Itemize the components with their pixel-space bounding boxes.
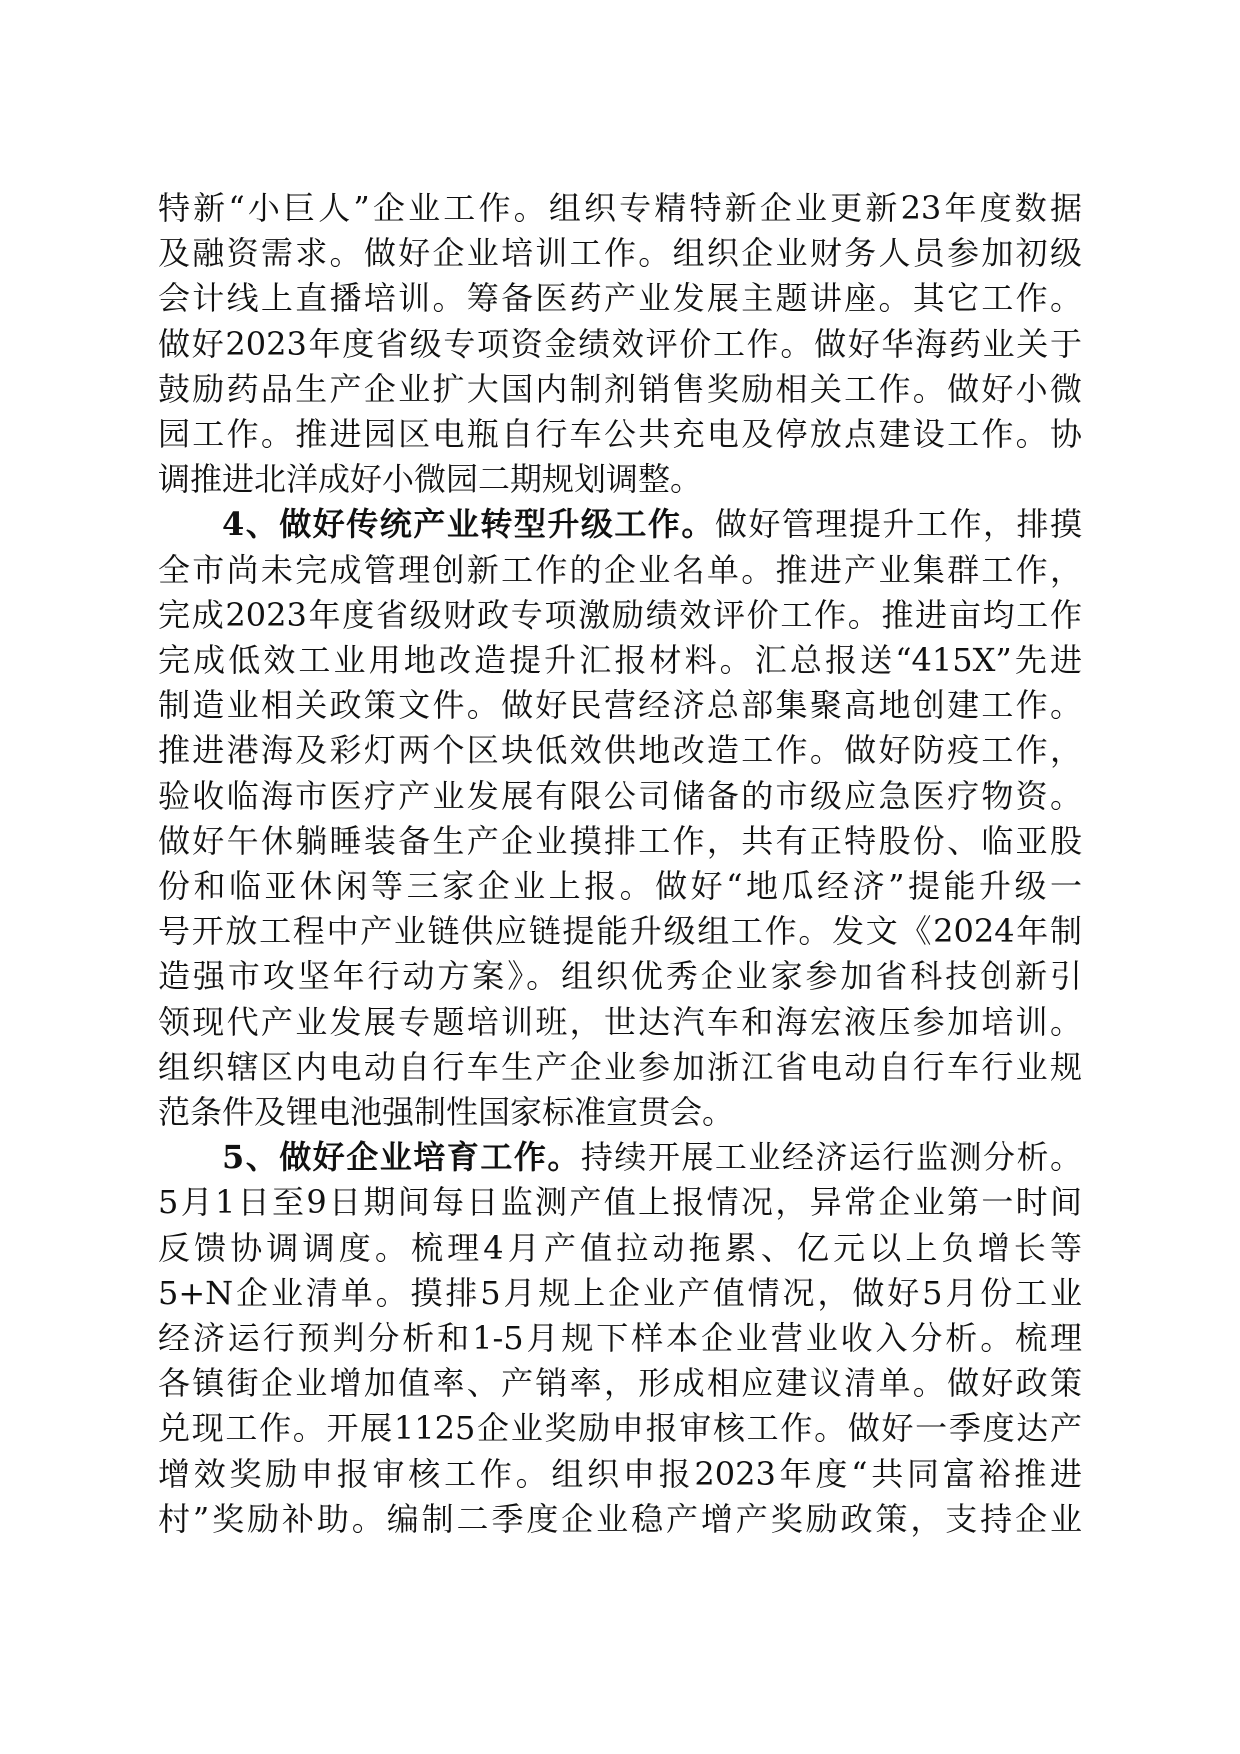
body-text: 范条件及锂电池强制性国家标准宣贯会。 — [158, 1093, 735, 1131]
text-line — [158, 683, 1082, 727]
body-text: 调推进北洋成好小微园二期规划调整。 — [158, 460, 703, 498]
text-line — [158, 1180, 1082, 1224]
text-line — [158, 1361, 1082, 1405]
section-heading: 4、做好传统产业转型升级工作。 — [222, 505, 715, 543]
text-line — [158, 1452, 1082, 1496]
body-text: 及融资需求。做好企业培训工作。组织企业财务人员参加初级 — [158, 234, 1082, 272]
body-text: 经济运行预判分析和1-5月规下样本企业营业收入分析。梳理 — [158, 1319, 1082, 1357]
body-text: 做好2023年度省级专项资金绩效评价工作。做好华海药业关于 — [158, 325, 1082, 363]
body-text: 份和临亚休闲等三家企业上报。做好“地瓜经济”提能升级一 — [158, 867, 1082, 905]
text-line — [158, 276, 1082, 320]
text-line — [158, 909, 1082, 953]
body-text: 各镇街企业增加值率、产销率，形成相应建议清单。做好政策 — [158, 1364, 1082, 1402]
text-line — [158, 774, 1082, 818]
body-text: 持续开展工业经济运行监测分析。 — [580, 1138, 1082, 1176]
body-text: 制造业相关政策文件。做好民营经济总部集聚高地创建工作。 — [158, 686, 1082, 724]
body-text: 号开放工程中产业链供应链提能升级组工作。发文《2024年制 — [158, 912, 1082, 950]
body-text: 全市尚未完成管理创新工作的企业名单。推进产业集群工作， — [158, 551, 1082, 589]
body-text: 完成2023年度省级财政专项激励绩效评价工作。推进亩均工作 — [158, 596, 1082, 634]
text-line — [158, 231, 1082, 275]
text-line — [158, 1090, 1082, 1134]
body-text: 村”奖励补助。编制二季度企业稳产增产奖励政策，支持企业 — [158, 1500, 1082, 1538]
text-line — [158, 864, 1082, 908]
text-line — [158, 593, 1082, 637]
text-line — [158, 367, 1082, 411]
text-line — [158, 1406, 1082, 1450]
body-text: 鼓励药品生产企业扩大国内制剂销售奖励相关工作。做好小微 — [158, 370, 1082, 408]
text-line — [158, 1045, 1082, 1089]
text-line — [158, 728, 1082, 772]
body-text: 特新“小巨人”企业工作。组织专精特新企业更新23年度数据 — [158, 189, 1082, 227]
body-text: 推进港海及彩灯两个区块低效供地改造工作。做好防疫工作， — [158, 731, 1082, 769]
body-text: 领现代产业发展专题培训班，世达汽车和海宏液压参加培训。 — [158, 1003, 1082, 1041]
text-line — [158, 1316, 1082, 1360]
body-text: 做好午休躺睡装备生产企业摸排工作，共有正特股份、临亚股 — [158, 822, 1082, 860]
text-line — [158, 638, 1082, 682]
body-text: 增效奖励申报审核工作。组织申报2023年度“共同富裕推进 — [158, 1455, 1082, 1493]
text-line — [158, 186, 1082, 230]
text-line — [158, 457, 1082, 501]
text-line — [158, 548, 1082, 592]
text-line — [158, 322, 1082, 366]
section-heading: 5、做好企业培育工作。 — [222, 1138, 581, 1176]
text-line — [158, 1226, 1082, 1270]
body-text: 5月1日至9日期间每日监测产值上报情况，异常企业第一时间 — [158, 1183, 1082, 1221]
text-line — [158, 819, 1082, 863]
text-line — [158, 1497, 1082, 1541]
body-text: 会计线上直播培训。筹备医药产业发展主题讲座。其它工作。 — [158, 279, 1082, 317]
text-line — [158, 1000, 1082, 1044]
body-text: 做好管理提升工作，排摸 — [714, 505, 1082, 543]
text-line — [222, 1135, 1082, 1179]
text-line — [158, 412, 1082, 456]
body-text: 兑现工作。开展1125企业奖励申报审核工作。做好一季度达产 — [158, 1409, 1082, 1447]
body-text: 反馈协调调度。梳理4月产值拉动拖累、亿元以上负增长等 — [158, 1229, 1082, 1267]
text-line — [158, 1271, 1082, 1315]
text-line — [222, 502, 1082, 546]
body-text: 造强市攻坚年行动方案》。组织优秀企业家参加省科技创新引 — [158, 957, 1082, 995]
text-line — [158, 954, 1082, 998]
body-text: 组织辖区内电动自行车生产企业参加浙江省电动自行车行业规 — [158, 1048, 1082, 1086]
body-text: 园工作。推进园区电瓶自行车公共充电及停放点建设工作。协 — [158, 415, 1082, 453]
body-text: 5+N企业清单。摸排5月规上企业产值情况，做好5月份工业 — [158, 1274, 1082, 1312]
body-text: 完成低效工业用地改造提升汇报材料。汇总报送“415X”先进 — [158, 641, 1082, 679]
body-text: 验收临海市医疗产业发展有限公司储备的市级应急医疗物资。 — [158, 777, 1082, 815]
